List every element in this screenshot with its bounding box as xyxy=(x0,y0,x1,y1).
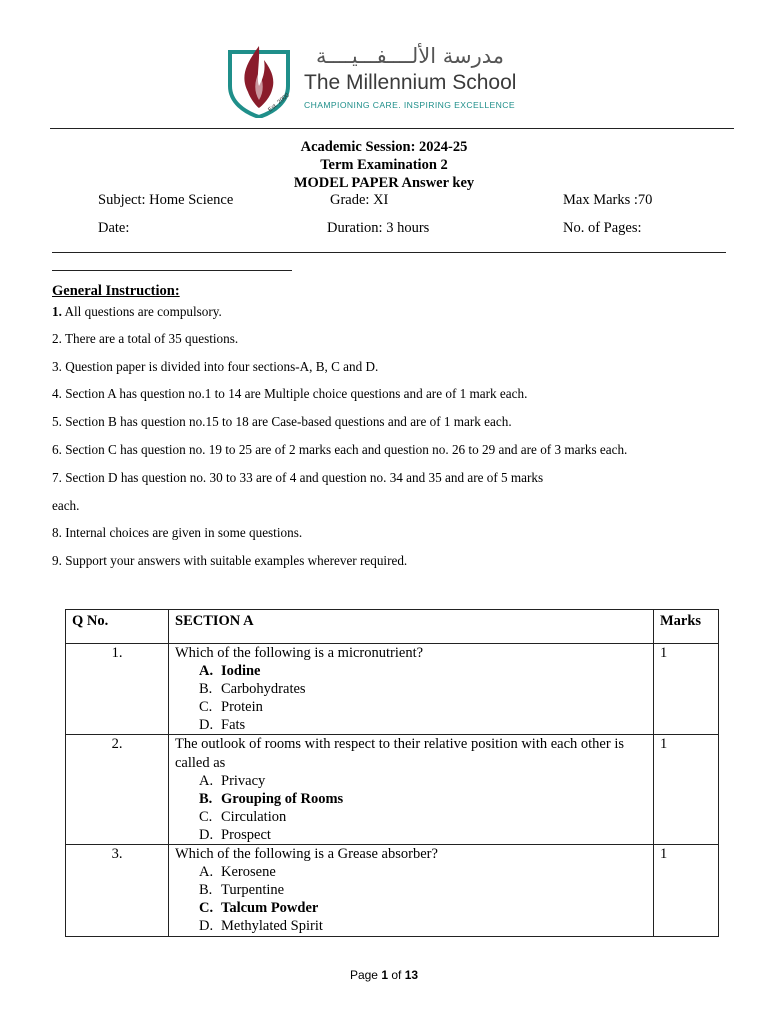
option-a: A. Kerosene xyxy=(199,864,276,881)
option-a: A. Privacy xyxy=(199,772,266,789)
header-marks: Marks xyxy=(654,610,719,644)
max-marks: Max Marks :70 xyxy=(563,192,653,208)
instruction-8: 8. Internal choices are given in some questions. xyxy=(52,525,303,540)
number-of-pages: No. of Pages: xyxy=(563,220,642,236)
header-qno: Q No. xyxy=(66,610,169,644)
duration: Duration: 3 hours xyxy=(327,220,430,236)
option-d: D. Prospect xyxy=(199,826,271,843)
header-divider xyxy=(50,128,734,129)
table-row xyxy=(66,735,719,845)
instruction-3: 3. Question paper is divided into four sections-A, B, C and D. xyxy=(52,359,379,374)
school-crest-icon xyxy=(226,42,292,118)
school-name: The Millennium School xyxy=(304,71,517,94)
option-d: D. Fats xyxy=(199,717,246,734)
instruction-9: 9. Support your answers with suitable examples wherever required. xyxy=(52,553,408,568)
question-text: Which of the following is a Grease absorber? xyxy=(175,846,438,863)
separator-line xyxy=(52,252,726,253)
question-table xyxy=(65,609,719,937)
question-cell xyxy=(169,845,654,936)
grade: Grade: XI xyxy=(330,192,389,208)
instruction-4: 4. Section A has question no.1 to 14 are Multiple choice questions and are of 1 mark each. xyxy=(52,386,528,401)
instruction-5: 5. Section B has question no.15 to 18 are Case-based questions and are of 1 mark each. xyxy=(52,414,512,429)
question-number: 1. xyxy=(66,644,169,735)
separator-line-short xyxy=(52,270,292,271)
arabic-school-name: مدرسة الألــــفـــيــــة xyxy=(315,44,504,68)
school-logo xyxy=(226,42,516,122)
general-instruction-title: General Instruction: xyxy=(52,283,180,299)
option-c: C. Protein xyxy=(199,699,263,716)
question-marks: 1 xyxy=(654,644,719,735)
instruction-7-cont: each. xyxy=(52,498,80,513)
question-text: Which of the following is a micronutrient? xyxy=(175,645,424,661)
question-cell xyxy=(169,644,654,735)
date: Date: xyxy=(98,220,130,236)
subject: Subject: Home Science xyxy=(98,192,234,208)
instruction-7: 7. Section D has question no. 30 to 33 are of 4 and question no. 34 and 35 and are of 5 marks xyxy=(52,470,544,485)
option-b: B. Carbohydrates xyxy=(199,681,306,698)
instruction-1: 1. All questions are compulsory. xyxy=(52,304,222,319)
option-b-answer: B. Grouping of Rooms xyxy=(199,790,344,807)
question-text: The outlook of rooms with respect to their relative position with each other is called as xyxy=(175,736,624,771)
question-marks: 1 xyxy=(654,735,719,845)
question-number: 2. xyxy=(66,735,169,845)
header-section: SECTION A xyxy=(169,610,654,644)
est-year: Est. 2000 xyxy=(267,92,291,114)
term-title: Term Examination 2 xyxy=(320,157,448,173)
option-d: D. Methylated Spirit xyxy=(199,918,323,935)
paper-title: MODEL PAPER Answer key xyxy=(293,175,475,191)
page-footer: Page 1 of 13 xyxy=(349,968,419,982)
school-tagline: CHAMPIONING CARE. INSPIRING EXCELLENCE xyxy=(304,100,515,110)
table-row xyxy=(66,644,719,735)
table-row xyxy=(66,845,719,936)
academic-session: Academic Session: 2024-25 xyxy=(300,139,468,155)
total-pages: 13 xyxy=(404,968,419,982)
instruction-6: 6. Section C has question no. 19 to 25 are of 2 marks each and question no. 26 to 29 and are of 3 marks each. xyxy=(52,442,628,457)
option-a-answer: A. Iodine xyxy=(199,663,261,680)
question-cell xyxy=(169,735,654,845)
option-b: B. Turpentine xyxy=(199,882,285,899)
instruction-2: 2. There are a total of 35 questions. xyxy=(52,331,239,346)
page-number: 1 xyxy=(381,968,388,982)
table-header-row xyxy=(66,610,719,644)
option-c: C. Circulation xyxy=(199,808,287,825)
option-c-answer: C. Talcum Powder xyxy=(199,900,319,917)
question-marks: 1 xyxy=(654,845,719,936)
question-number: 3. xyxy=(66,845,169,936)
